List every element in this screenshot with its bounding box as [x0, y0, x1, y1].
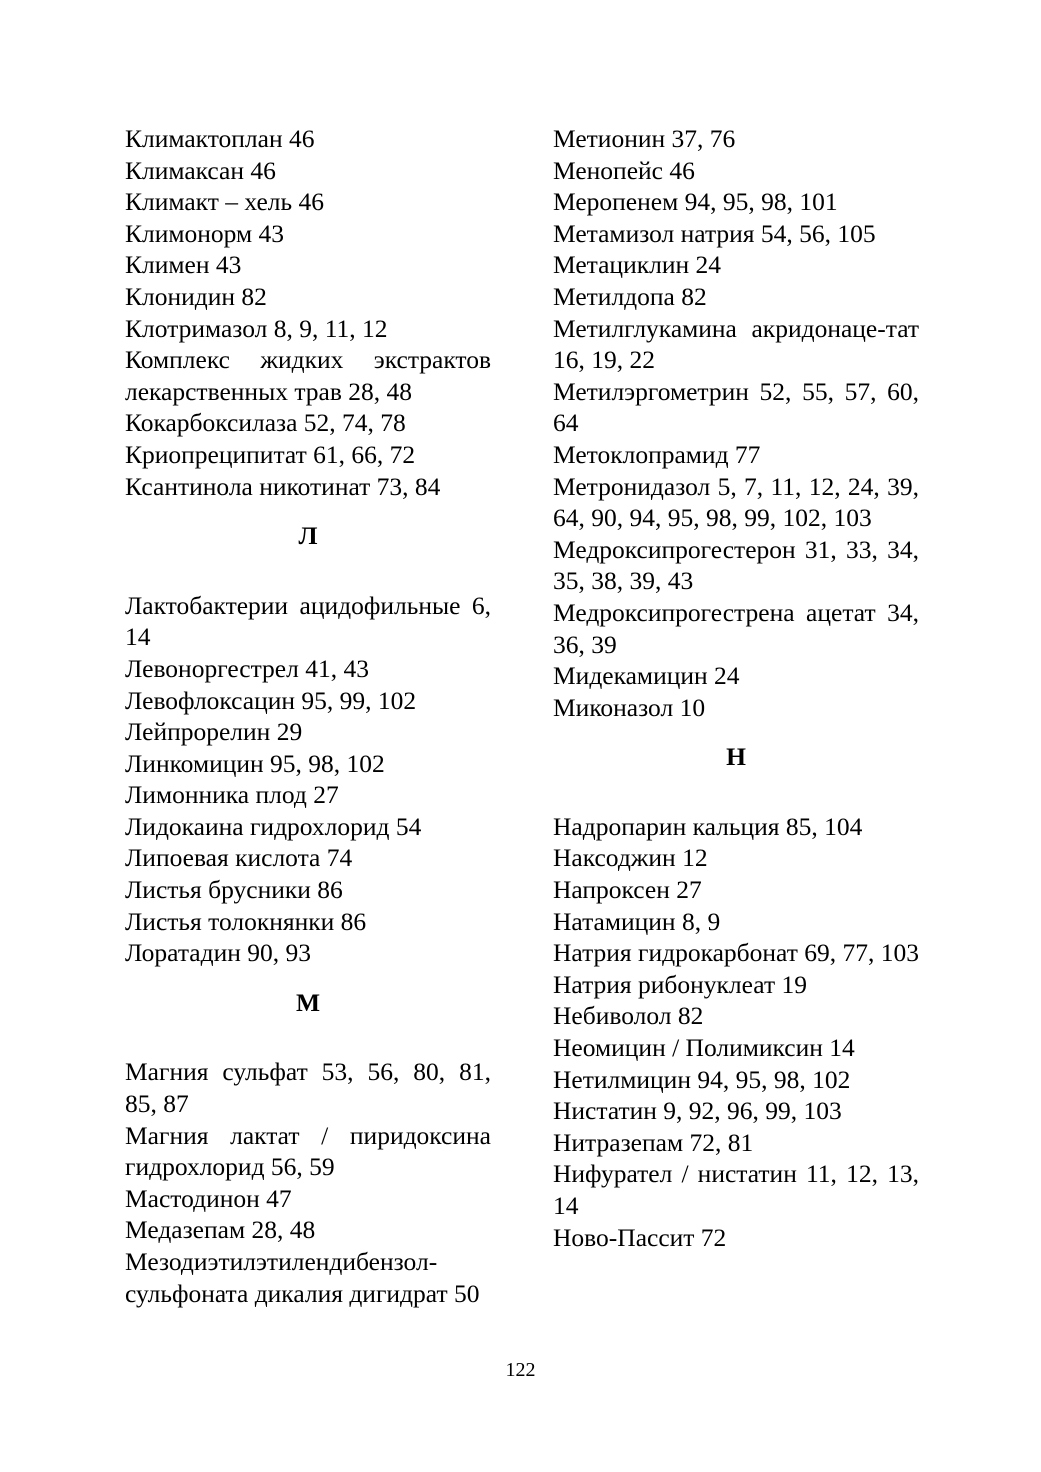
index-entry: Метоклопрамид 77: [553, 439, 761, 469]
index-entry: Метилдопа 82: [553, 281, 707, 311]
index-entry: Наксоджин 12: [553, 843, 708, 873]
index-entry: Натамицин 8, 9: [553, 906, 721, 936]
index-entry: Криопреципитат 61, 66, 72: [125, 439, 416, 469]
index-entry: Нифурател / нистатин 11, 12, 13, 14: [553, 1159, 919, 1220]
index-entry: Магния лактат / пиридоксина гидрохлорид 56, 59: [125, 1120, 491, 1182]
index-entry: Магния сульфат 53, 56, 80, 81, 85, 87: [125, 1057, 491, 1119]
index-entry: Лимонника плод 27: [125, 780, 339, 810]
index-entry: Мезодиэтилэтилендибензол-сульфоната дикалия дигидрат 50: [125, 1247, 480, 1308]
index-entry: Метилэргометрин 52, 55, 57, 60, 64: [553, 376, 919, 438]
index-entry: Нистатин 9, 92, 96, 99, 103: [553, 1096, 842, 1126]
index-entry: Линкомицин 95, 98, 102: [125, 748, 385, 778]
page-number: 122: [505, 1359, 536, 1381]
index-entry: Натрия гидрокарбонат 69, 77, 103: [553, 938, 919, 968]
index-entry: Натрия рибонуклеат 19: [553, 969, 807, 999]
index-entry: Нитразепам 72, 81: [553, 1127, 754, 1157]
index-entry: Нетилмицин 94, 95, 98, 102: [553, 1064, 851, 1094]
index-entry: Менопейс 46: [553, 155, 695, 185]
index-column-left: [125, 123, 491, 1309]
index-entry: Медазепам 28, 48: [125, 1215, 316, 1245]
index-entry: Лейпрорелин 29: [125, 717, 303, 747]
section-letter-heading: Л: [298, 521, 318, 551]
index-entry: Метионин 37, 76: [553, 124, 736, 153]
index-entry: Неомицин / Полимиксин 14: [553, 1033, 855, 1063]
index-entry: Медроксипрогестрена ацетат 34, 36, 39: [553, 597, 919, 659]
index-entry: Надропарин кальция 85, 104: [553, 811, 863, 841]
index-entry: Ново-Пассит 72: [553, 1222, 727, 1252]
index-entry: Ксантинола никотинат 73, 84: [125, 471, 441, 501]
index-entry: Меропенем 94, 95, 98, 101: [553, 187, 838, 217]
index-entry: Листья толокнянки 86: [125, 906, 367, 936]
index-entry: Листья брусники 86: [125, 875, 343, 905]
index-entry: Метронидазол 5, 7, 11, 12, 24, 39, 64, 90, 94, 95, 98, 99, 102, 103: [553, 471, 919, 533]
index-entry: Небиволол 82: [553, 1001, 704, 1031]
index-entry: Климактоплан 46: [125, 124, 315, 153]
index-entry: Метамизол натрия 54, 56, 105: [553, 218, 876, 248]
index-entry: Липоевая кислота 74: [125, 843, 353, 873]
index-entry: Метилглукамина акридонаце-тат 16, 19, 22: [553, 313, 919, 375]
index-entry: Левофлоксацин 95, 99, 102: [125, 685, 417, 715]
index-entry: Климаксан 46: [125, 155, 276, 185]
index-entry: Клонидин 82: [125, 281, 267, 311]
index-entry: Комплекс жидких экстрактов лекарственных трав 28, 48: [125, 345, 491, 406]
section-letter-heading: М: [295, 987, 321, 1017]
index-entry: Напроксен 27: [553, 875, 702, 905]
index-entry: Лактобактерии ацидофильные 6, 14: [125, 590, 491, 652]
index-entry: Кокарбоксилаза 52, 74, 78: [125, 408, 406, 438]
index-entry: Климакт – хель 46: [125, 187, 325, 217]
index-entry: Климонорм 43: [125, 218, 285, 248]
index-column-right: [553, 123, 919, 1253]
index-entry: Метациклин 24: [553, 250, 722, 280]
index-entry: Лоратадин 90, 93: [125, 938, 311, 968]
section-letter-heading: Н: [726, 742, 746, 772]
index-entry: Мастодинон 47: [125, 1183, 292, 1213]
index-entry: Миконазол 10: [553, 692, 706, 722]
index-entry: Медроксипрогестерон 31, 33, 34, 35, 38, 39, 43: [553, 534, 919, 596]
index-entry: Мидекамицин 24: [553, 661, 740, 691]
index-entry: Лидокаина гидрохлорид 54: [125, 811, 422, 841]
index-entry: Левоноргестрел 41, 43: [125, 653, 369, 683]
index-entry: Клотримазол 8, 9, 11, 12: [125, 313, 388, 343]
index-entry: Климен 43: [125, 250, 242, 280]
